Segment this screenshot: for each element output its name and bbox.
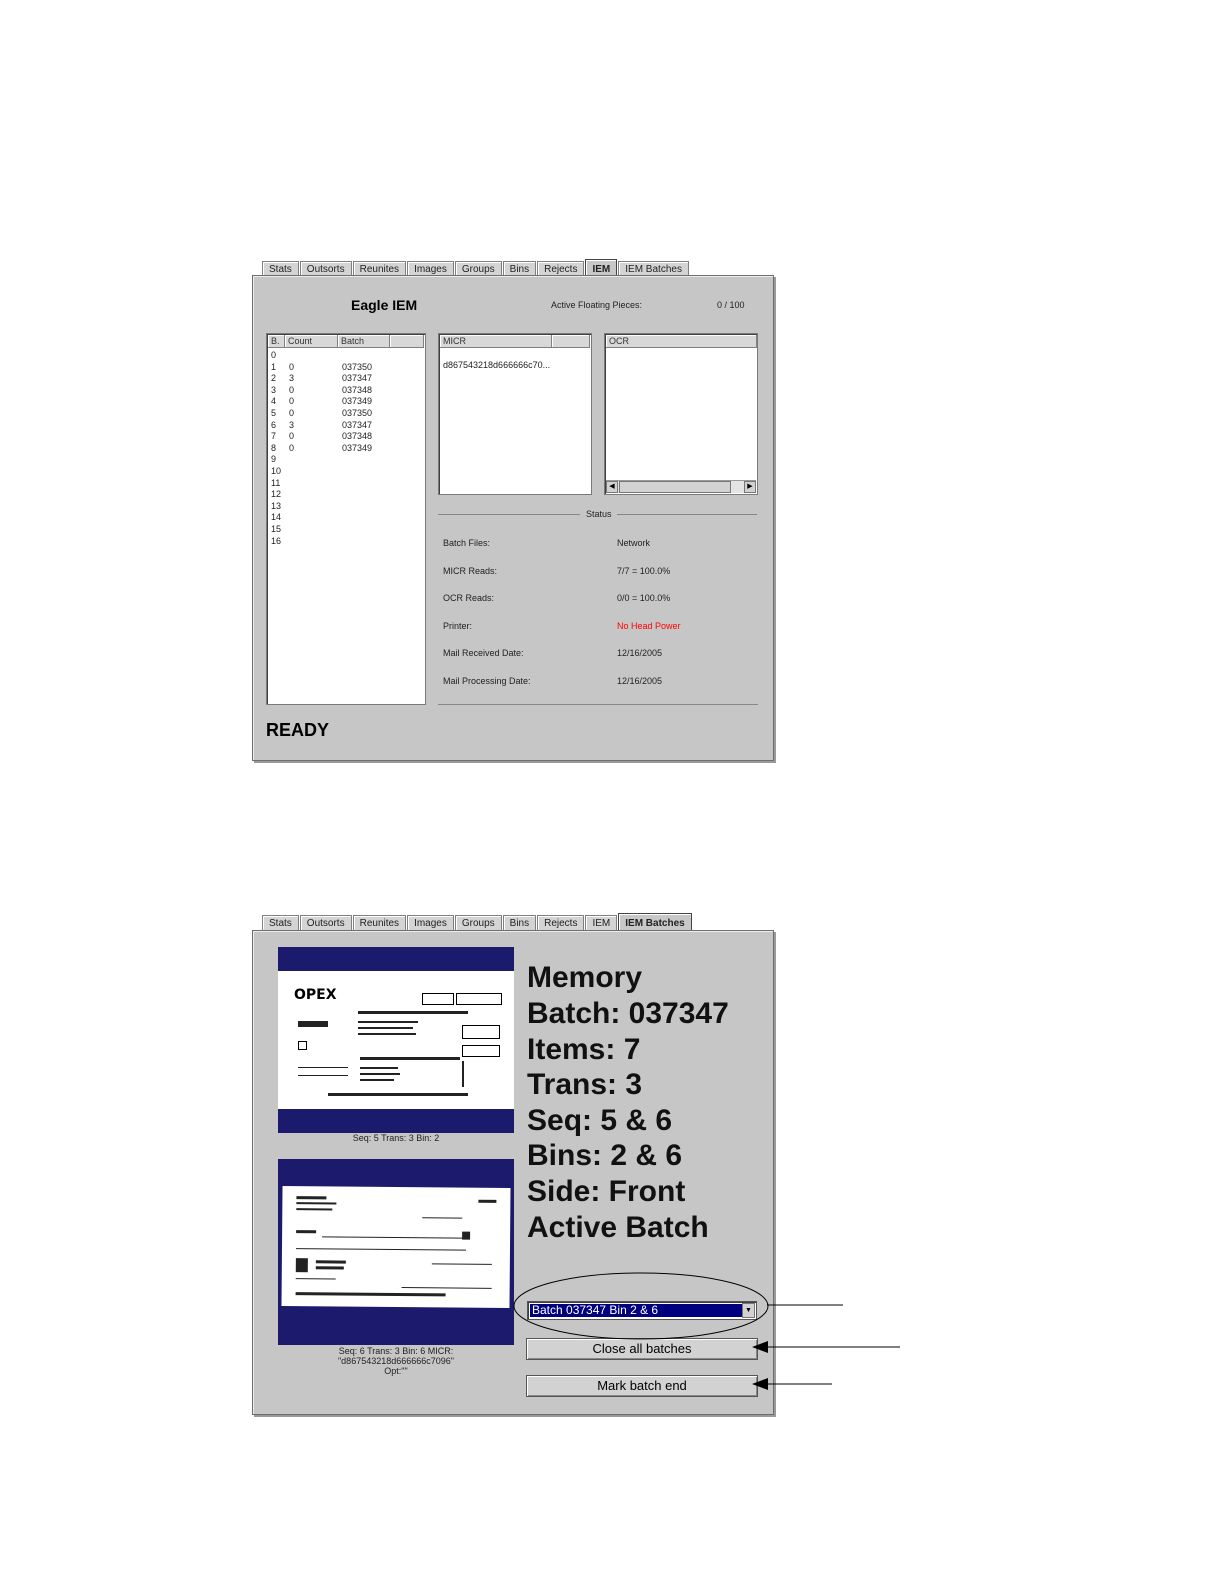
status-row-label: OCR Reads: [443, 593, 495, 603]
bin-cell-batch: 037348 [342, 431, 373, 442]
status-row-value: 7/7 = 100.0% [617, 565, 671, 576]
tab-stats[interactable]: Stats [262, 915, 299, 932]
caption-check-line3: Opt:"" [384, 1366, 408, 1376]
iem-title: Eagle IEM [351, 297, 418, 313]
bin-cell-b: 5 [271, 408, 277, 418]
bin-cell-b: 4 [271, 396, 277, 407]
status-row-value: 12/16/2005 [617, 648, 663, 658]
checkbox-row [456, 993, 502, 1005]
mark-batch-end-button[interactable]: Mark batch end [526, 1375, 758, 1397]
bin-cell-b: 11 [271, 477, 281, 488]
caption-front: Seq: 5 Trans: 3 Bin: 2 [352, 1133, 440, 1143]
col-header-bin[interactable]: B. [268, 335, 285, 348]
tab-iem-batches[interactable]: IEM Batches [618, 913, 691, 933]
bin-cell-b: 6 [271, 419, 277, 430]
tab-bins[interactable]: Bins [503, 915, 536, 932]
tab-rejects[interactable]: Rejects [537, 915, 584, 932]
bin-cell-count: 0 [289, 431, 295, 442]
info-trans: Trans: 3 [527, 1068, 643, 1101]
document-paper [278, 971, 514, 1109]
scroll-thumb[interactable] [619, 481, 731, 493]
status-row-label: MICR Reads: [443, 565, 498, 576]
micr-line [296, 1292, 446, 1296]
status-row-label: Mail Processing Date: [443, 675, 531, 686]
batch-select[interactable] [527, 1301, 757, 1320]
close-all-batches-button[interactable]: Close all batches [526, 1338, 758, 1360]
status-divider-left [438, 514, 580, 515]
micr-list[interactable] [438, 333, 592, 495]
tab-groups[interactable]: Groups [455, 915, 502, 932]
bin-cell-batch: 037350 [342, 408, 373, 418]
micr-value: d867543218d666666c70... [443, 360, 551, 370]
check-image[interactable] [278, 1159, 514, 1345]
bins-list[interactable] [266, 333, 426, 705]
floating-pieces-value: 0 / 100 [717, 300, 745, 310]
info-items: Items: 7 [527, 1033, 641, 1066]
batch-select-value: Batch 037347 Bin 2 & 6 [530, 1304, 744, 1317]
info-active-batch: Active Batch [527, 1211, 709, 1244]
bin-cell-count: 0 [289, 442, 295, 453]
bin-cell-batch: 037348 [342, 384, 373, 395]
info-bins: Bins: 2 & 6 [527, 1139, 683, 1172]
status-bottom-divider [438, 704, 758, 705]
bin-cell-b: 3 [271, 384, 277, 395]
amount-box [462, 1025, 500, 1039]
bin-cell-count: 3 [289, 373, 295, 384]
bin-cell-batch: 037347 [342, 373, 373, 384]
tab-outsorts[interactable]: Outsorts [300, 261, 352, 278]
bin-cell-b: 9 [271, 454, 277, 465]
bin-cell-b: 12 [271, 489, 282, 500]
status-row-value: Network [617, 538, 651, 548]
tab-iem[interactable]: IEM [585, 259, 617, 279]
caption-check-line2: "d867543218d666666c7096" [337, 1356, 454, 1366]
caption-check-line1: Seq: 6 Trans: 3 Bin: 6 MICR: [338, 1346, 454, 1356]
ocr-header[interactable]: OCR [606, 335, 757, 348]
tab-outsorts[interactable]: Outsorts [300, 915, 352, 932]
scroll-right-button[interactable]: ▶ [744, 481, 756, 493]
tab-stats[interactable]: Stats [262, 261, 299, 278]
ocr-horizontal-scrollbar[interactable] [606, 480, 756, 493]
bin-cell-b: 2 [271, 373, 277, 384]
status-label: Status [586, 509, 612, 519]
col-header-filler [390, 335, 424, 348]
bin-cell-b: 16 [271, 535, 282, 546]
barcode-block [422, 993, 454, 1005]
bin-cell-b: 14 [271, 512, 282, 523]
col-header-count[interactable]: Count [285, 335, 338, 348]
iem-batches-panel [252, 930, 774, 1415]
tab-bar-bottom [262, 912, 693, 932]
bin-cell-b: 13 [271, 500, 282, 511]
tab-reunites[interactable]: Reunites [353, 915, 406, 932]
micr-header-filler [552, 335, 590, 348]
info-side: Side: Front [527, 1175, 686, 1208]
status-row-label: Mail Received Date: [443, 648, 524, 658]
status-row-label: Batch Files: [443, 538, 491, 548]
bin-cell-count: 0 [289, 361, 295, 372]
info-batch: Batch: 037347 [527, 997, 729, 1030]
opex-logo: OPEX [294, 987, 337, 1003]
bin-cell-count: 3 [289, 419, 295, 430]
bin-cell-batch: 037350 [342, 361, 373, 372]
dropdown-arrow-icon[interactable]: ▼ [742, 1303, 755, 1318]
status-row-value: 12/16/2005 [617, 675, 663, 686]
bin-cell-batch: 037349 [342, 442, 373, 453]
tab-images[interactable]: Images [407, 261, 454, 278]
tab-rejects[interactable]: Rejects [537, 261, 584, 278]
tab-images[interactable]: Images [407, 915, 454, 932]
document-image-front[interactable] [278, 947, 514, 1133]
status-divider-right [617, 514, 757, 515]
bin-cell-b: 15 [271, 524, 282, 534]
status-row-value: No Head Power [617, 620, 681, 631]
status-row-value: 0/0 = 100.0% [617, 593, 671, 603]
bin-cell-b: 8 [271, 442, 277, 453]
bin-cell-b: 1 [271, 361, 277, 372]
micr-header[interactable]: MICR [440, 335, 552, 348]
iem-panel [252, 275, 774, 761]
bin-cell-count: 0 [289, 408, 295, 418]
scroll-left-button[interactable]: ◀ [606, 481, 618, 493]
bin-cell-b: 0 [271, 350, 277, 360]
ocr-list[interactable] [604, 333, 758, 495]
bin-cell-batch: 037349 [342, 396, 373, 407]
tab-bins[interactable]: Bins [503, 261, 536, 278]
tab-iem-batches[interactable]: IEM Batches [618, 261, 689, 278]
bin-cell-b: 10 [271, 466, 282, 476]
floating-pieces-label: Active Floating Pieces: [551, 300, 643, 310]
check-paper [281, 1186, 510, 1308]
tab-iem[interactable]: IEM [585, 915, 617, 932]
info-seq: Seq: 5 & 6 [527, 1104, 673, 1137]
status-row-label: Printer: [443, 620, 473, 631]
tab-groups[interactable]: Groups [455, 261, 502, 278]
tab-reunites[interactable]: Reunites [353, 261, 406, 278]
bin-cell-batch: 037347 [342, 419, 373, 430]
bin-cell-b: 7 [271, 431, 277, 442]
bin-cell-count: 0 [289, 384, 295, 395]
ready-status: READY [266, 720, 330, 740]
bin-cell-count: 0 [289, 396, 295, 407]
info-memory: Memory [527, 961, 643, 994]
col-header-batch[interactable]: Batch [338, 335, 390, 348]
